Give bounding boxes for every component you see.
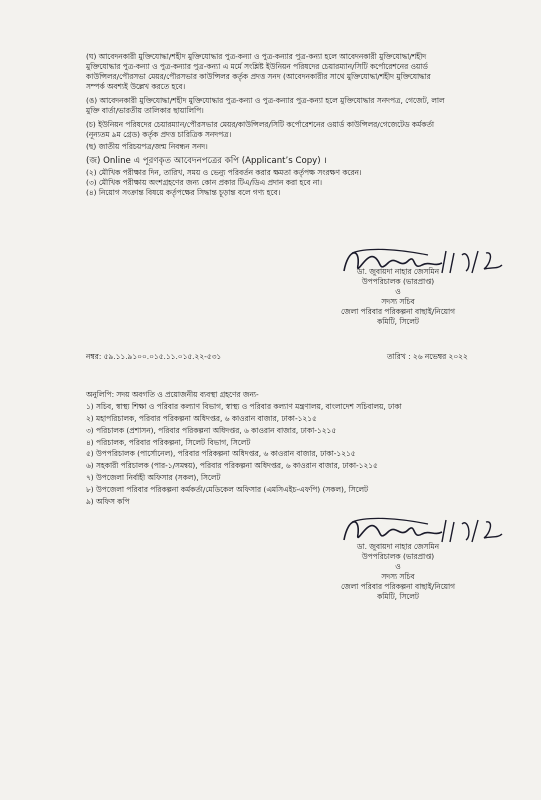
signatory-conjunction: ও <box>395 287 401 296</box>
conditions-list <box>86 52 486 198</box>
condition-line: মুক্তিযোদ্ধার পুত্র-কন্যা ও পুত্র-কন্যার পুত্র-কন্যা এ মর্মে সংশ্লিষ্ট ইউনিয়ন পরিষদের চেয়ারম্যান/সিটি কর্পোরেশনের ওয়ার্ড <box>86 62 428 71</box>
memo-reference: নম্বর: ৫৯.১১.৯১০০.০১৫.১১.০১৫.২২-৫৩১ <box>86 352 222 361</box>
signatory-name: ডা. জুবায়দা নাহার জেসমিন <box>357 542 439 551</box>
signatory-designation: উপপরিচালক (ভারপ্রাপ্ত) <box>361 277 435 286</box>
memo-date: তারিখ : ২৬ নভেম্বর ২০২২ <box>387 352 468 361</box>
condition-line: (চ) ইউনিয়ন পরিষদের চেয়ারম্যান/পৌরসভার মেয়র/কাউন্সিলর/সিটি কর্পোরেশনের ওয়ার্ড কাউন্সিলর/গেজেটেড কর্মকর্তা <box>86 120 435 129</box>
distribution-list <box>86 390 506 509</box>
condition-line: (৪) নিয়োগ সংক্রান্ত বিষয়ে কর্তৃপক্ষের সিদ্ধান্ত চূড়ান্ত বলে গণ্য হবে। <box>86 188 281 197</box>
distribution-heading: অনুলিপি: সদয় অবগতি ও প্রয়োজনীয় ব্যবস্থা গ্রহণের জন্য- <box>86 390 259 399</box>
signatory-designation: উপপরিচালক (ভারপ্রাপ্ত) <box>361 552 435 561</box>
condition-line: (৩) মৌখিক পরীক্ষায় অংশগ্রহণের জন্য কোন প্রকার টিএ/ডিএ প্রদান করা হবে না। <box>86 178 323 187</box>
list-item: ৮) উপজেলা পরিবার পরিকল্পনা কর্মকর্তা/মেডিকেল অফিসার (এমসিএইচ-এফপি) (সকল), সিলেট <box>86 485 369 495</box>
signature-block <box>298 520 498 602</box>
list-item: ৩) পরিচালক (প্রশাসন), পরিবার পরিকল্পনা অধিদপ্তর, ৬ কাওরান বাজার, ঢাকা-১২১৫ <box>86 425 337 435</box>
committee-location: কমিটি, সিলেট <box>377 592 419 601</box>
committee-location: কমিটি, সিলেট <box>377 317 419 326</box>
committee-name: জেলা পরিবার পরিকল্পনা বাছাই/নিয়োগ <box>340 582 456 591</box>
condition-line: (নূন্যতম ৯ম গ্রেড) কর্তৃক প্রদত্ত চারিত্রিক সনদপত্র। <box>86 130 232 139</box>
signatory-role: সদস্য সচিব <box>381 297 415 306</box>
signatory-name: ডা. জুবায়দা নাহার জেসমিন <box>357 267 439 276</box>
list-item: ৪) পরিচালক, পরিবার পরিকল্পনা, সিলেট বিভাগ, সিলেট <box>86 437 251 447</box>
committee-name: জেলা পরিবার পরিকল্পনা বাছাই/নিয়োগ <box>340 307 456 316</box>
signatory-conjunction: ও <box>395 562 401 571</box>
list-item: ১) সচিব, স্বাস্থ্য শিক্ষা ও পরিবার কল্যাণ বিভাগ, স্বাস্থ্য ও পরিবার কল্যাণ মন্ত্রণালয়, বাংলাদেশ সচিবালয়, ঢাকা <box>86 401 402 411</box>
list-item: ৬) সহকারী পরিচালক (পার-১/সমন্বয়), পরিবার পরিকল্পনা অধিদপ্তর, ৬ কাওরান বাজার, ঢাকা-১২১৫ <box>86 461 378 471</box>
list-item: ৯) অফিস কপি <box>86 497 130 507</box>
signature-block <box>298 253 498 327</box>
list-item: ৭) উপজেলা নির্বাহী অফিসার (সকল), সিলেট <box>86 473 221 483</box>
signatory-role: সদস্য সচিব <box>381 572 415 581</box>
condition-line: (ছ) জাতীয় পরিচয়পত্র/জন্ম নিবন্ধন সনদ। <box>86 142 208 151</box>
condition-line: মুক্তি বার্তা/ভারতীয় তালিকার ছায়ালিপি। <box>86 106 204 115</box>
condition-line: (২) মৌখিক পরীক্ষার দিন, তারিখ, সময় ও ভেন্যু পরিবর্তন করার ক্ষমতা কর্তৃপক্ষ সংরক্ষণ করেন। <box>86 168 362 177</box>
condition-line: (ঘ) আবেদনকারী মুক্তিযোদ্ধা/শহীদ মুক্তিযোদ্ধার পুত্র-কন্যা ও পুত্র-কন্যার পুত্র-কন্যা হলে আবেদনকারী মুক্তিযোদ্ধা/শহীদ <box>86 52 427 61</box>
list-item: ২) মহাপরিচালক, পরিবার পরিকল্পনা অধিদপ্তর, ৬ কাওরান বাজার, ঢাকা-১২১৫ <box>86 413 317 423</box>
condition-line: সম্পর্ক অবশ্যই উল্লেখ করতে হবে। <box>86 82 186 91</box>
condition-line: (জ) Online এ পূরণকৃত আবেদনপত্রের কপি (Applicant’s Copy) । <box>86 156 327 166</box>
list-item: ৫) উপপরিচালক (পার্সোনেল), পরিবার পরিকল্পনা অধিদপ্তর, ৬ কাওরান বাজার, ঢাকা-১২১৫ <box>86 449 356 459</box>
condition-line: কাউন্সিলর/পৌরসভা মেয়র/পৌরসভার কাউন্সিলর কর্তৃক প্রদত্ত সনদ (আবেদনকারীর সাথে মুক্তিযোদ্ধা/শহীদ মুক্তিযোদ্ধার <box>86 72 431 81</box>
condition-line: (ঙ) আবেদনকারী মুক্তিযোদ্ধা/শহীদ মুক্তিযোদ্ধার পুত্র-কন্যা ও পুত্র-কন্যার পুত্র-কন্যা হলে মুক্তিযোদ্ধার সনদপত্র, গেজেট, লাল <box>86 96 445 105</box>
